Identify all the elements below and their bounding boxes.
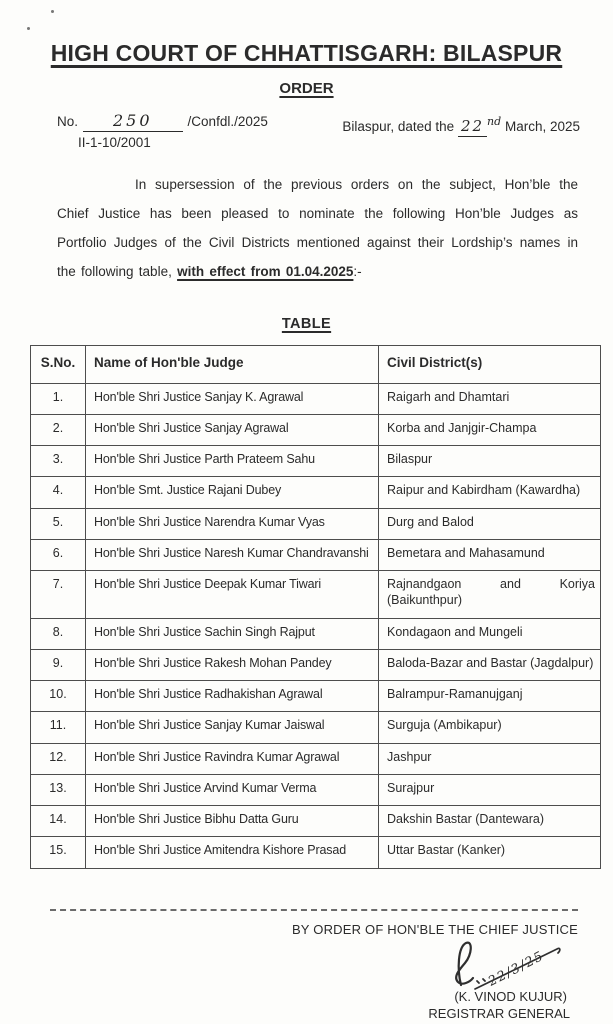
table-row	[31, 618, 601, 649]
cell-sno: 12.	[31, 743, 86, 774]
cell-districts: Durg and Balod	[379, 508, 601, 539]
table-row	[31, 837, 601, 868]
no-label: No.	[57, 114, 79, 129]
cell-districts: Dakshin Bastar (Dantewara)	[379, 806, 601, 837]
dashed-separator-line	[50, 909, 578, 911]
table-row	[31, 806, 601, 837]
table-row	[31, 571, 601, 619]
cell-judge-name: Hon'ble Shri Justice Naresh Kumar Chandravanshi	[86, 539, 379, 570]
cell-districts: Raigarh and Dhamtari	[379, 383, 601, 414]
cell-districts: Bemetara and Mahasamund	[379, 539, 601, 570]
cell-judge-name: Hon'ble Shri Justice Rakesh Mohan Pandey	[86, 649, 379, 680]
table-row	[31, 383, 601, 414]
table-row	[31, 414, 601, 445]
table-row	[31, 681, 601, 712]
table-row	[31, 508, 601, 539]
cell-sno: 4.	[31, 477, 86, 508]
date-rest: March, 2025	[504, 119, 580, 134]
date-ordinal-handwritten: nd	[487, 115, 502, 128]
table-row	[31, 477, 601, 508]
by-order-line: BY ORDER OF HON'BLE THE CHIEF JUSTICE	[291, 921, 578, 937]
cell-districts: Korba and Janjgir-Champa	[379, 414, 601, 445]
cell-districts: Jashpur	[379, 743, 601, 774]
cell-sno: 6.	[31, 539, 86, 570]
table-row	[31, 539, 601, 570]
paragraph-terminator: :-	[353, 264, 362, 280]
order-number-line	[57, 111, 268, 132]
signature-dots	[477, 979, 485, 983]
cell-judge-name: Hon'ble Shri Justice Deepak Kumar Tiwari	[86, 571, 379, 619]
cell-judge-name: Hon'ble Smt. Justice Rajani Dubey	[86, 477, 379, 508]
cell-sno: 1.	[31, 383, 86, 414]
signatory-title: REGISTRAR GENERAL	[428, 1005, 570, 1021]
cell-districts: Rajnandgaon and Koriya (Baikunthpur)	[379, 571, 601, 619]
order-heading: ORDER	[279, 80, 334, 97]
cell-judge-name: Hon'ble Shri Justice Radhakishan Agrawal	[86, 681, 379, 712]
cell-sno: 8.	[31, 618, 86, 649]
table-row	[31, 649, 601, 680]
portfolio-judges-table	[30, 345, 601, 869]
file-number: II-1-10/2001	[78, 135, 151, 150]
cell-sno: 14.	[31, 806, 86, 837]
table-heading: TABLE	[281, 316, 332, 333]
cell-sno: 5.	[31, 508, 86, 539]
paragraph-text: In supersession of the previous orders on the subject, Hon’ble the Chief Justice has been pleased to nominate the following Hon’ble Judges as Portfolio Judges of the Civil Districts mentioned against their Lordship’s names in the following table,	[57, 177, 578, 280]
judge-table-body	[31, 383, 601, 868]
cell-districts: Bilaspur	[379, 446, 601, 477]
reference-number-block	[57, 111, 268, 150]
table-row	[31, 446, 601, 477]
cell-judge-name: Hon'ble Shri Justice Sanjay K. Agrawal	[86, 383, 379, 414]
signatory-name: (K. VINOD KUJUR)	[454, 988, 567, 1004]
cell-districts: Surajpur	[379, 774, 601, 805]
cell-judge-name: Hon'ble Shri Justice Arvind Kumar Verma	[86, 774, 379, 805]
place-date-block	[342, 111, 580, 137]
order-paragraph	[57, 170, 578, 286]
table-row	[31, 712, 601, 743]
scan-speck	[51, 10, 54, 13]
place-date-prefix: Bilaspur, dated the	[342, 119, 455, 134]
cell-judge-name: Hon'ble Shri Justice Amitendra Kishore Prasad	[86, 837, 379, 868]
table-row	[31, 774, 601, 805]
cell-judge-name: Hon'ble Shri Justice Parth Prateem Sahu	[86, 446, 379, 477]
cell-sno: 3.	[31, 446, 86, 477]
cell-judge-name: Hon'ble Shri Justice Bibhu Datta Guru	[86, 806, 379, 837]
table-header-row	[31, 346, 601, 384]
cell-sno: 2.	[31, 414, 86, 445]
confdl-suffix: /Confdl./2025	[187, 114, 268, 129]
signature-scribble	[456, 942, 473, 984]
cell-districts: Baloda-Bazar and Bastar (Jagdalpur)	[379, 649, 601, 680]
cell-districts: Kondagaon and Mungeli	[379, 618, 601, 649]
cell-sno: 7.	[31, 571, 86, 619]
cell-sno: 13.	[31, 774, 86, 805]
signature-block	[0, 937, 613, 993]
cell-sno: 10.	[31, 681, 86, 712]
paragraph-emphasis: with effect from 01.04.2025	[177, 264, 354, 280]
cell-sno: 15.	[31, 837, 86, 868]
cell-sno: 11.	[31, 712, 86, 743]
document-title: HIGH COURT OF CHHATTISGARH: BILASPUR	[50, 40, 563, 66]
cell-sno: 9.	[31, 649, 86, 680]
cell-judge-name: Hon'ble Shri Justice Sachin Singh Rajput	[86, 618, 379, 649]
column-header-judge: Name of Hon'ble Judge	[86, 346, 379, 384]
cell-judge-name: Hon'ble Shri Justice Sanjay Kumar Jaiswal	[86, 712, 379, 743]
cell-judge-name: Hon'ble Shri Justice Ravindra Kumar Agrawal	[86, 743, 379, 774]
order-number-handwritten: 250	[83, 111, 183, 132]
cell-districts: Raipur and Kabirdham (Kawardha)	[379, 477, 601, 508]
cell-districts: Uttar Bastar (Kanker)	[379, 837, 601, 868]
reference-row	[57, 111, 580, 150]
cell-districts: Balrampur-Ramanujganj	[379, 681, 601, 712]
scan-speck	[27, 27, 30, 30]
date-day-handwritten: 22	[458, 117, 487, 137]
cell-judge-name: Hon'ble Shri Justice Sanjay Agrawal	[86, 414, 379, 445]
signature-date-handwritten: 22/3/25	[486, 948, 547, 990]
column-header-sno: S.No.	[31, 346, 86, 384]
cell-judge-name: Hon'ble Shri Justice Narendra Kumar Vyas	[86, 508, 379, 539]
registrar-signature	[425, 937, 575, 993]
table-row	[31, 743, 601, 774]
column-header-district: Civil District(s)	[379, 346, 601, 384]
cell-districts: Surguja (Ambikapur)	[379, 712, 601, 743]
